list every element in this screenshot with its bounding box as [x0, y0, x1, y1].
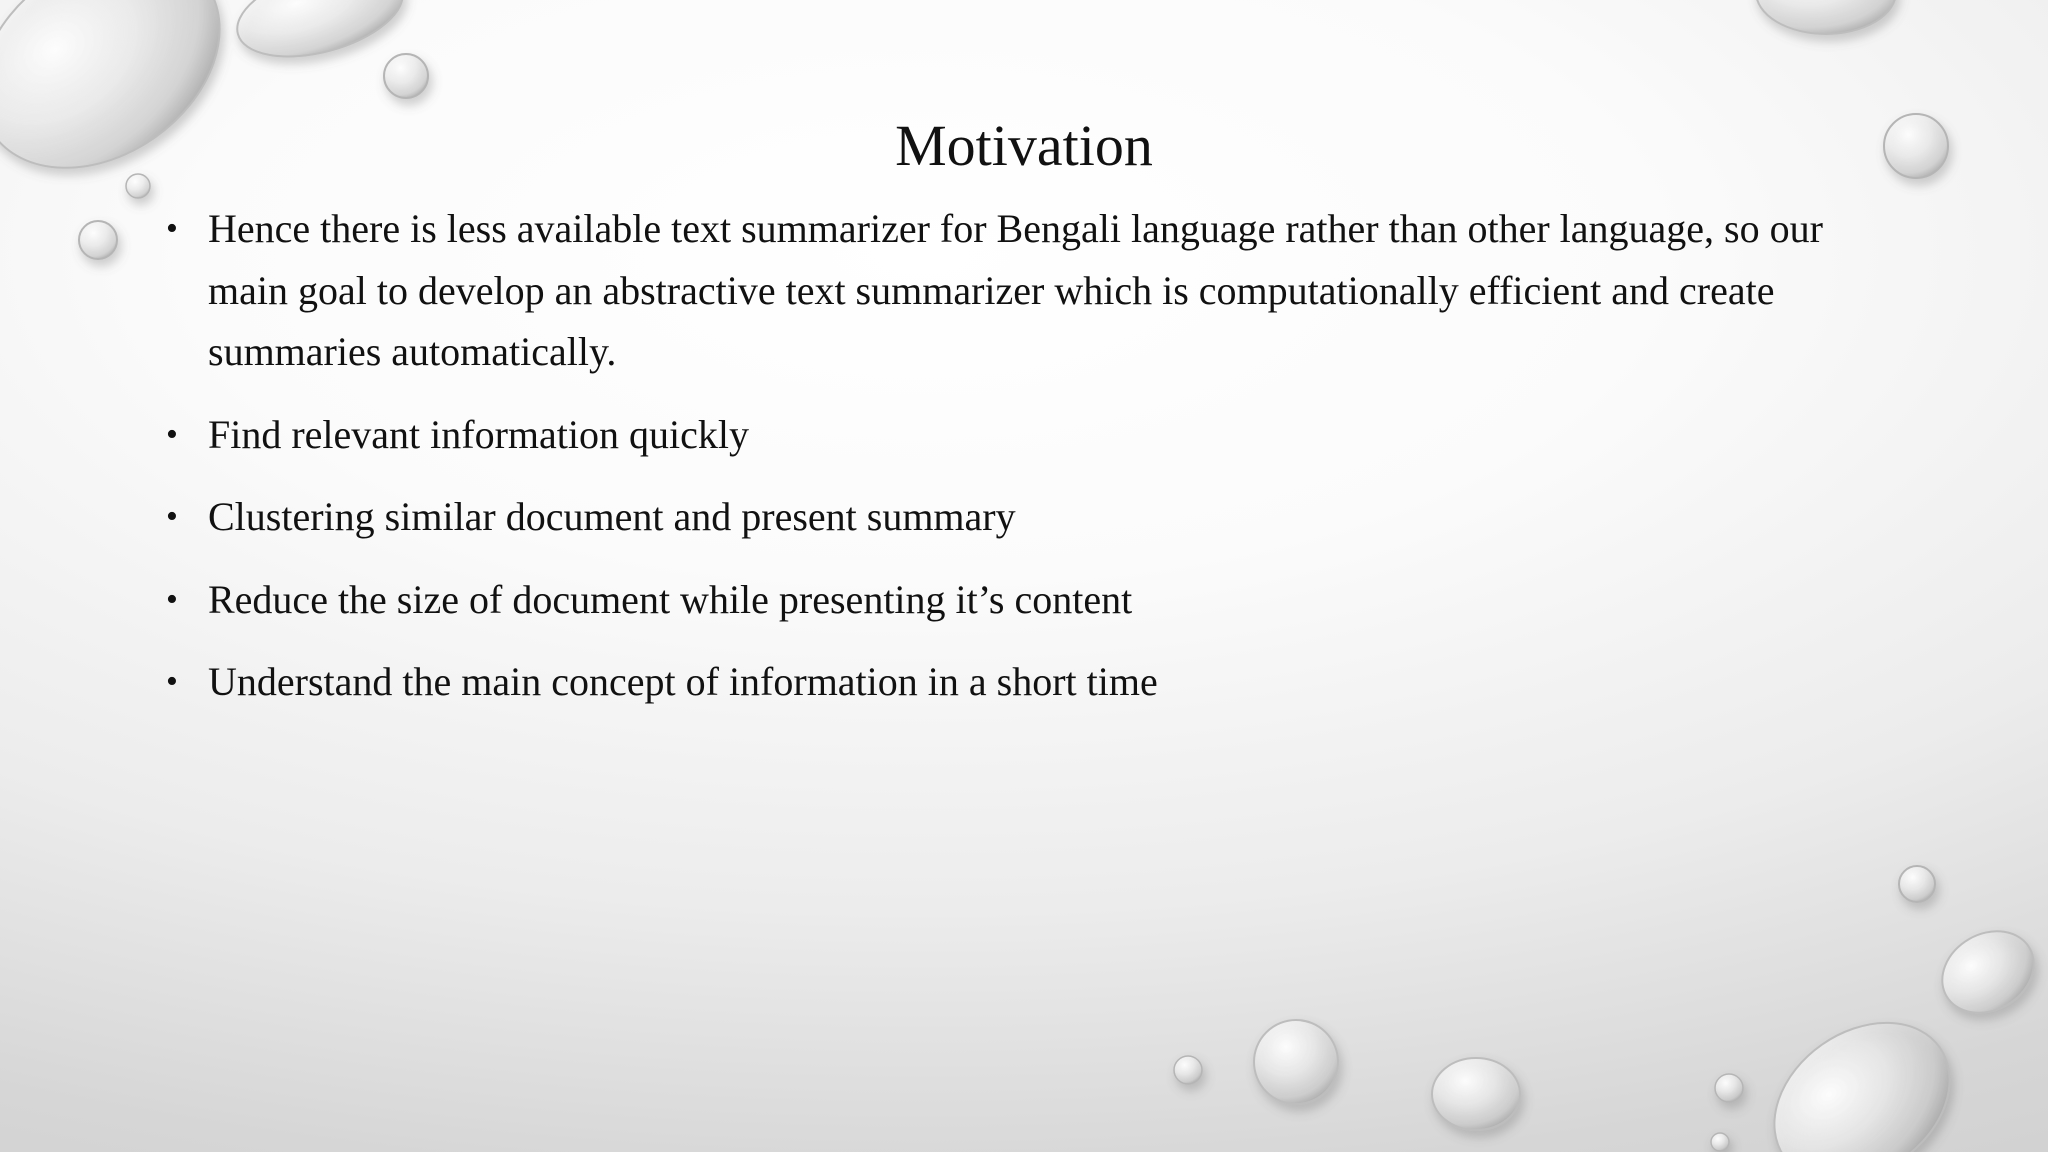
- bullet-item: [166, 651, 1886, 713]
- bullet-dot-icon: •: [166, 498, 178, 535]
- water-drop: [1711, 1133, 1729, 1151]
- bullet-text: Clustering similar document and present summary: [208, 494, 1016, 539]
- bullet-item: [166, 198, 1886, 383]
- bullet-item: [166, 569, 1886, 631]
- water-drop: [1756, 0, 1896, 34]
- bullet-item: [166, 486, 1886, 548]
- bullet-text: Hence there is less available text summarizer for Bengali language rather than other language, so our main goal to develop an abstractive text summarizer which is computationally efficient and create summaries automatically.: [208, 206, 1823, 374]
- water-drop: [384, 54, 428, 98]
- water-drop: [1899, 866, 1935, 902]
- water-drop: [1927, 915, 2048, 1029]
- bullet-dot-icon: •: [166, 415, 178, 453]
- bullet-text: Understand the main concept of information in a short time: [208, 659, 1158, 704]
- water-drop: [1174, 1056, 1202, 1084]
- bullet-text: Find relevant information quickly: [208, 411, 749, 457]
- bullet-item: [166, 404, 1886, 466]
- bullet-dot-icon: •: [166, 210, 178, 247]
- bullet-list: [166, 198, 1886, 734]
- bullet-text: Reduce the size of document while presenting it’s content: [208, 576, 1133, 622]
- water-drop: [228, 0, 413, 73]
- water-drop: [1744, 990, 1980, 1152]
- water-drop: [79, 221, 117, 259]
- slide-title: Motivation: [895, 113, 1153, 178]
- bullet-dot-icon: •: [166, 663, 178, 700]
- bullet-dot-icon: •: [166, 580, 178, 618]
- water-drop: [1715, 1074, 1743, 1102]
- water-drop: [1432, 1058, 1520, 1130]
- water-drop: [1254, 1020, 1338, 1104]
